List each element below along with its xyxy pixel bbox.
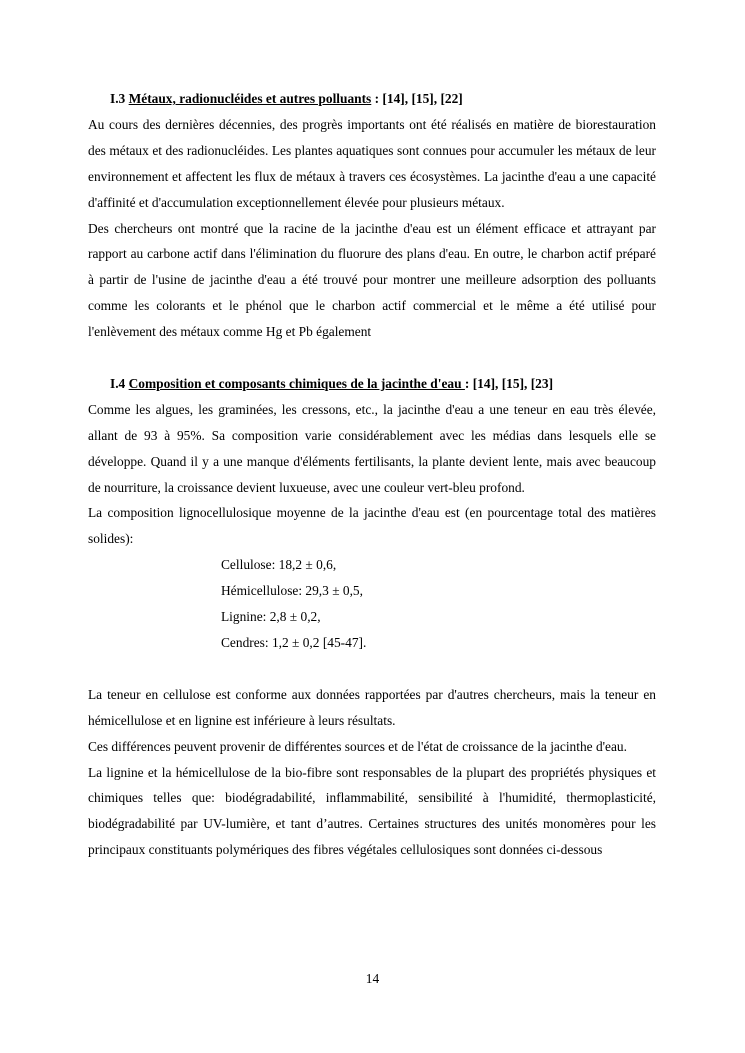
paragraph: Au cours des dernières décennies, des progrès importants ont été réalisés en matière de biorestauration des métaux et des radionucléides. Les plantes aquatiques sont connues pour accumuler les métaux de leur environnement et affectent les flux de métaux à travers ces écosystèmes. La jacinthe d'eau a une capacité d'affinité et d'accumulation exceptionnellement élevée pour plusieurs métaux.: [88, 116, 656, 210]
paragraph: La lignine et la hémicellulose de la bio-fibre sont responsables de la plupart des propriétés physiques et chimiques telles que: biodégradabilité, inflammabilité, sensibilité à l'humidité, thermoplasticité, biodégradabilité par UV-lumière, et tant d’autres. Certaines structures des unités monomères pour les principaux constituants polymériques des fibres végétales cellulosiques sont données ci-dessous: [88, 764, 656, 858]
spacer: [88, 656, 656, 682]
section-heading-i3: [88, 86, 656, 112]
section-title: Composition et composants chimiques de la jacinthe d'eau: [128, 375, 465, 391]
section-refs: : [14], [15], [22]: [371, 91, 463, 106]
paragraph: La teneur en cellulose est conforme aux données rapportées par d'autres chercheurs, mais la teneur en hémicellulose et en lignine est inférieure à leurs résultats.: [88, 686, 656, 728]
section-title: Métaux, radionucléides et autres polluants: [128, 91, 372, 106]
composition-item: Hémicellulose: 29,3 ± 0,5,: [221, 583, 363, 599]
composition-list: [88, 552, 656, 656]
composition-item: Lignine: 2,8 ± 0,2,: [221, 609, 321, 625]
paragraph: Comme les algues, les graminées, les cressons, etc., la jacinthe d'eau a une teneur en eau très élevée, allant de 93 à 95%. Sa composition varie considérablement avec les médias dans lesquels elle se développe. Quand il y a une manque d'éléments fertilisants, la plante devient lente, mais avec beaucoup de nourriture, la croissance devient luxueuse, avec une couleur vert-bleu profond.: [88, 401, 656, 495]
composition-item: Cendres: 1,2 ± 0,2 [45-47].: [221, 635, 367, 651]
page-number: 14: [365, 971, 380, 986]
paragraph: Des chercheurs ont montré que la racine de la jacinthe d'eau est un élément efficace et attrayant par rapport au carbone actif dans l'élimination du fluorure des plans d'eau. En outre, le charbon actif préparé à partir de l'usine de jacinthe d'eau a été trouvé pour montrer une meilleure adsorption des polluants comme les colorants et le phénol que le charbon actif commercial et le même a été utilisé pour l'enlèvement des métaux comme Hg et Pb également: [88, 220, 656, 340]
spacer: [88, 345, 656, 371]
section-heading-i4: [88, 371, 656, 397]
paragraph: La composition lignocellulosique moyenne de la jacinthe d'eau est (en pourcentage total des matières solides):: [88, 505, 656, 547]
section-refs: : [14], [15], [23]: [464, 375, 554, 391]
section-number: I.3: [110, 91, 126, 106]
document-page: [88, 86, 656, 863]
paragraph: Ces différences peuvent provenir de différentes sources et de l'état de croissance de la jacinthe d'eau.: [88, 738, 627, 754]
section-number: I.4: [110, 375, 126, 391]
composition-item: Cellulose: 18,2 ± 0,6,: [221, 557, 337, 573]
